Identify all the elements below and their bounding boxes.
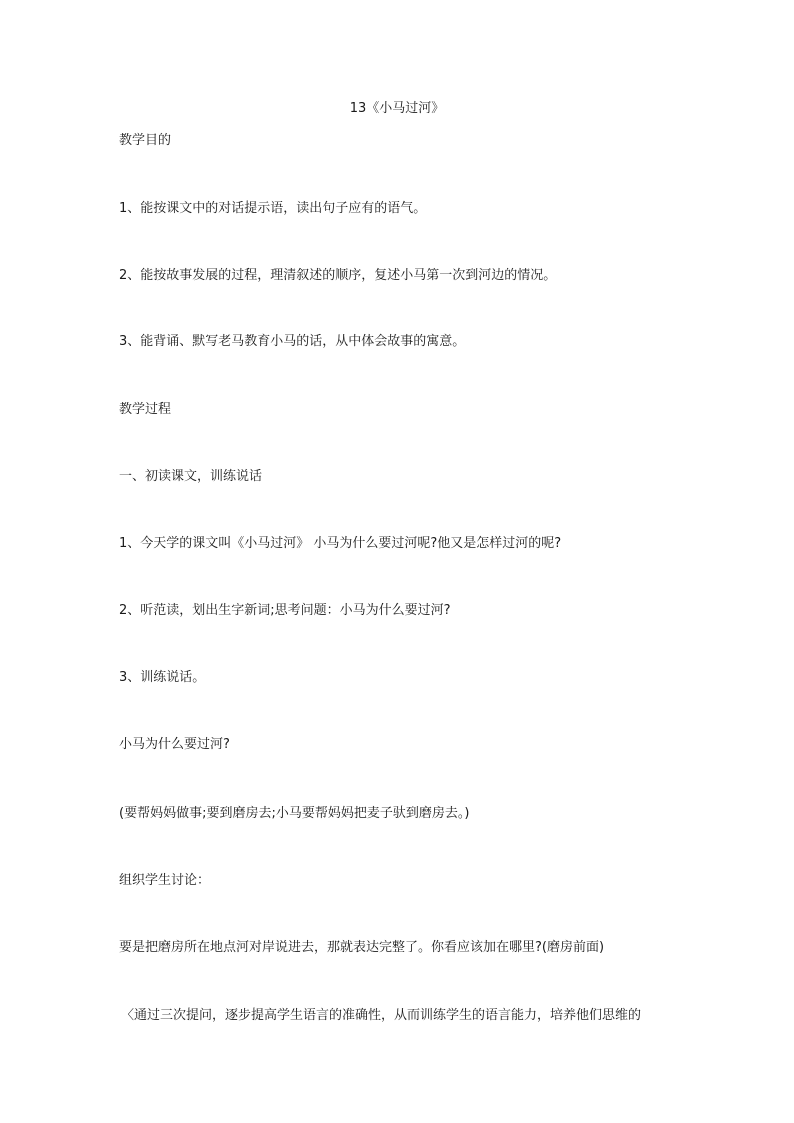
paragraph: 1、今天学的课文叫《小马过河》 小马为什么要过河呢?他又是怎样过河的呢? xyxy=(119,536,562,551)
paragraph: 组织学生讨论： xyxy=(119,873,211,888)
section-heading-objectives: 教学目的 xyxy=(119,133,172,148)
paragraph: 小马为什么要过河? xyxy=(119,737,230,752)
paragraph: 1、能按课文中的对话提示语，读出句子应有的语气。 xyxy=(119,201,427,216)
paragraph: 〈通过三次提问，逐步提高学生语言的准确性，从而训练学生的语言能力，培养他们思维的 xyxy=(121,1008,642,1023)
paragraph: 2、能按故事发展的过程，理清叙述的顺序，复述小马第一次到河边的情况。 xyxy=(119,268,557,283)
document-title: 13《小马过河》 xyxy=(349,101,445,116)
paragraph: 要是把磨房所在地点河对岸说进去，那就表达完整了。你看应该加在哪里?(磨房前面) xyxy=(119,940,605,955)
paragraph: 3、能背诵、默写老马教育小马的话，从中体会故事的寓意。 xyxy=(119,334,466,349)
paragraph: 2、听范读，划出生字新词;思考问题：小马为什么要过河? xyxy=(119,603,451,618)
paragraph: 一、初读课文，训练说话 xyxy=(119,469,263,484)
paragraph: (要帮妈妈做事;要到磨房去;小马要帮妈妈把麦子驮到磨房去。) xyxy=(119,806,470,821)
paragraph: 3、训练说话。 xyxy=(119,670,206,685)
section-heading-process: 教学过程 xyxy=(119,402,172,417)
